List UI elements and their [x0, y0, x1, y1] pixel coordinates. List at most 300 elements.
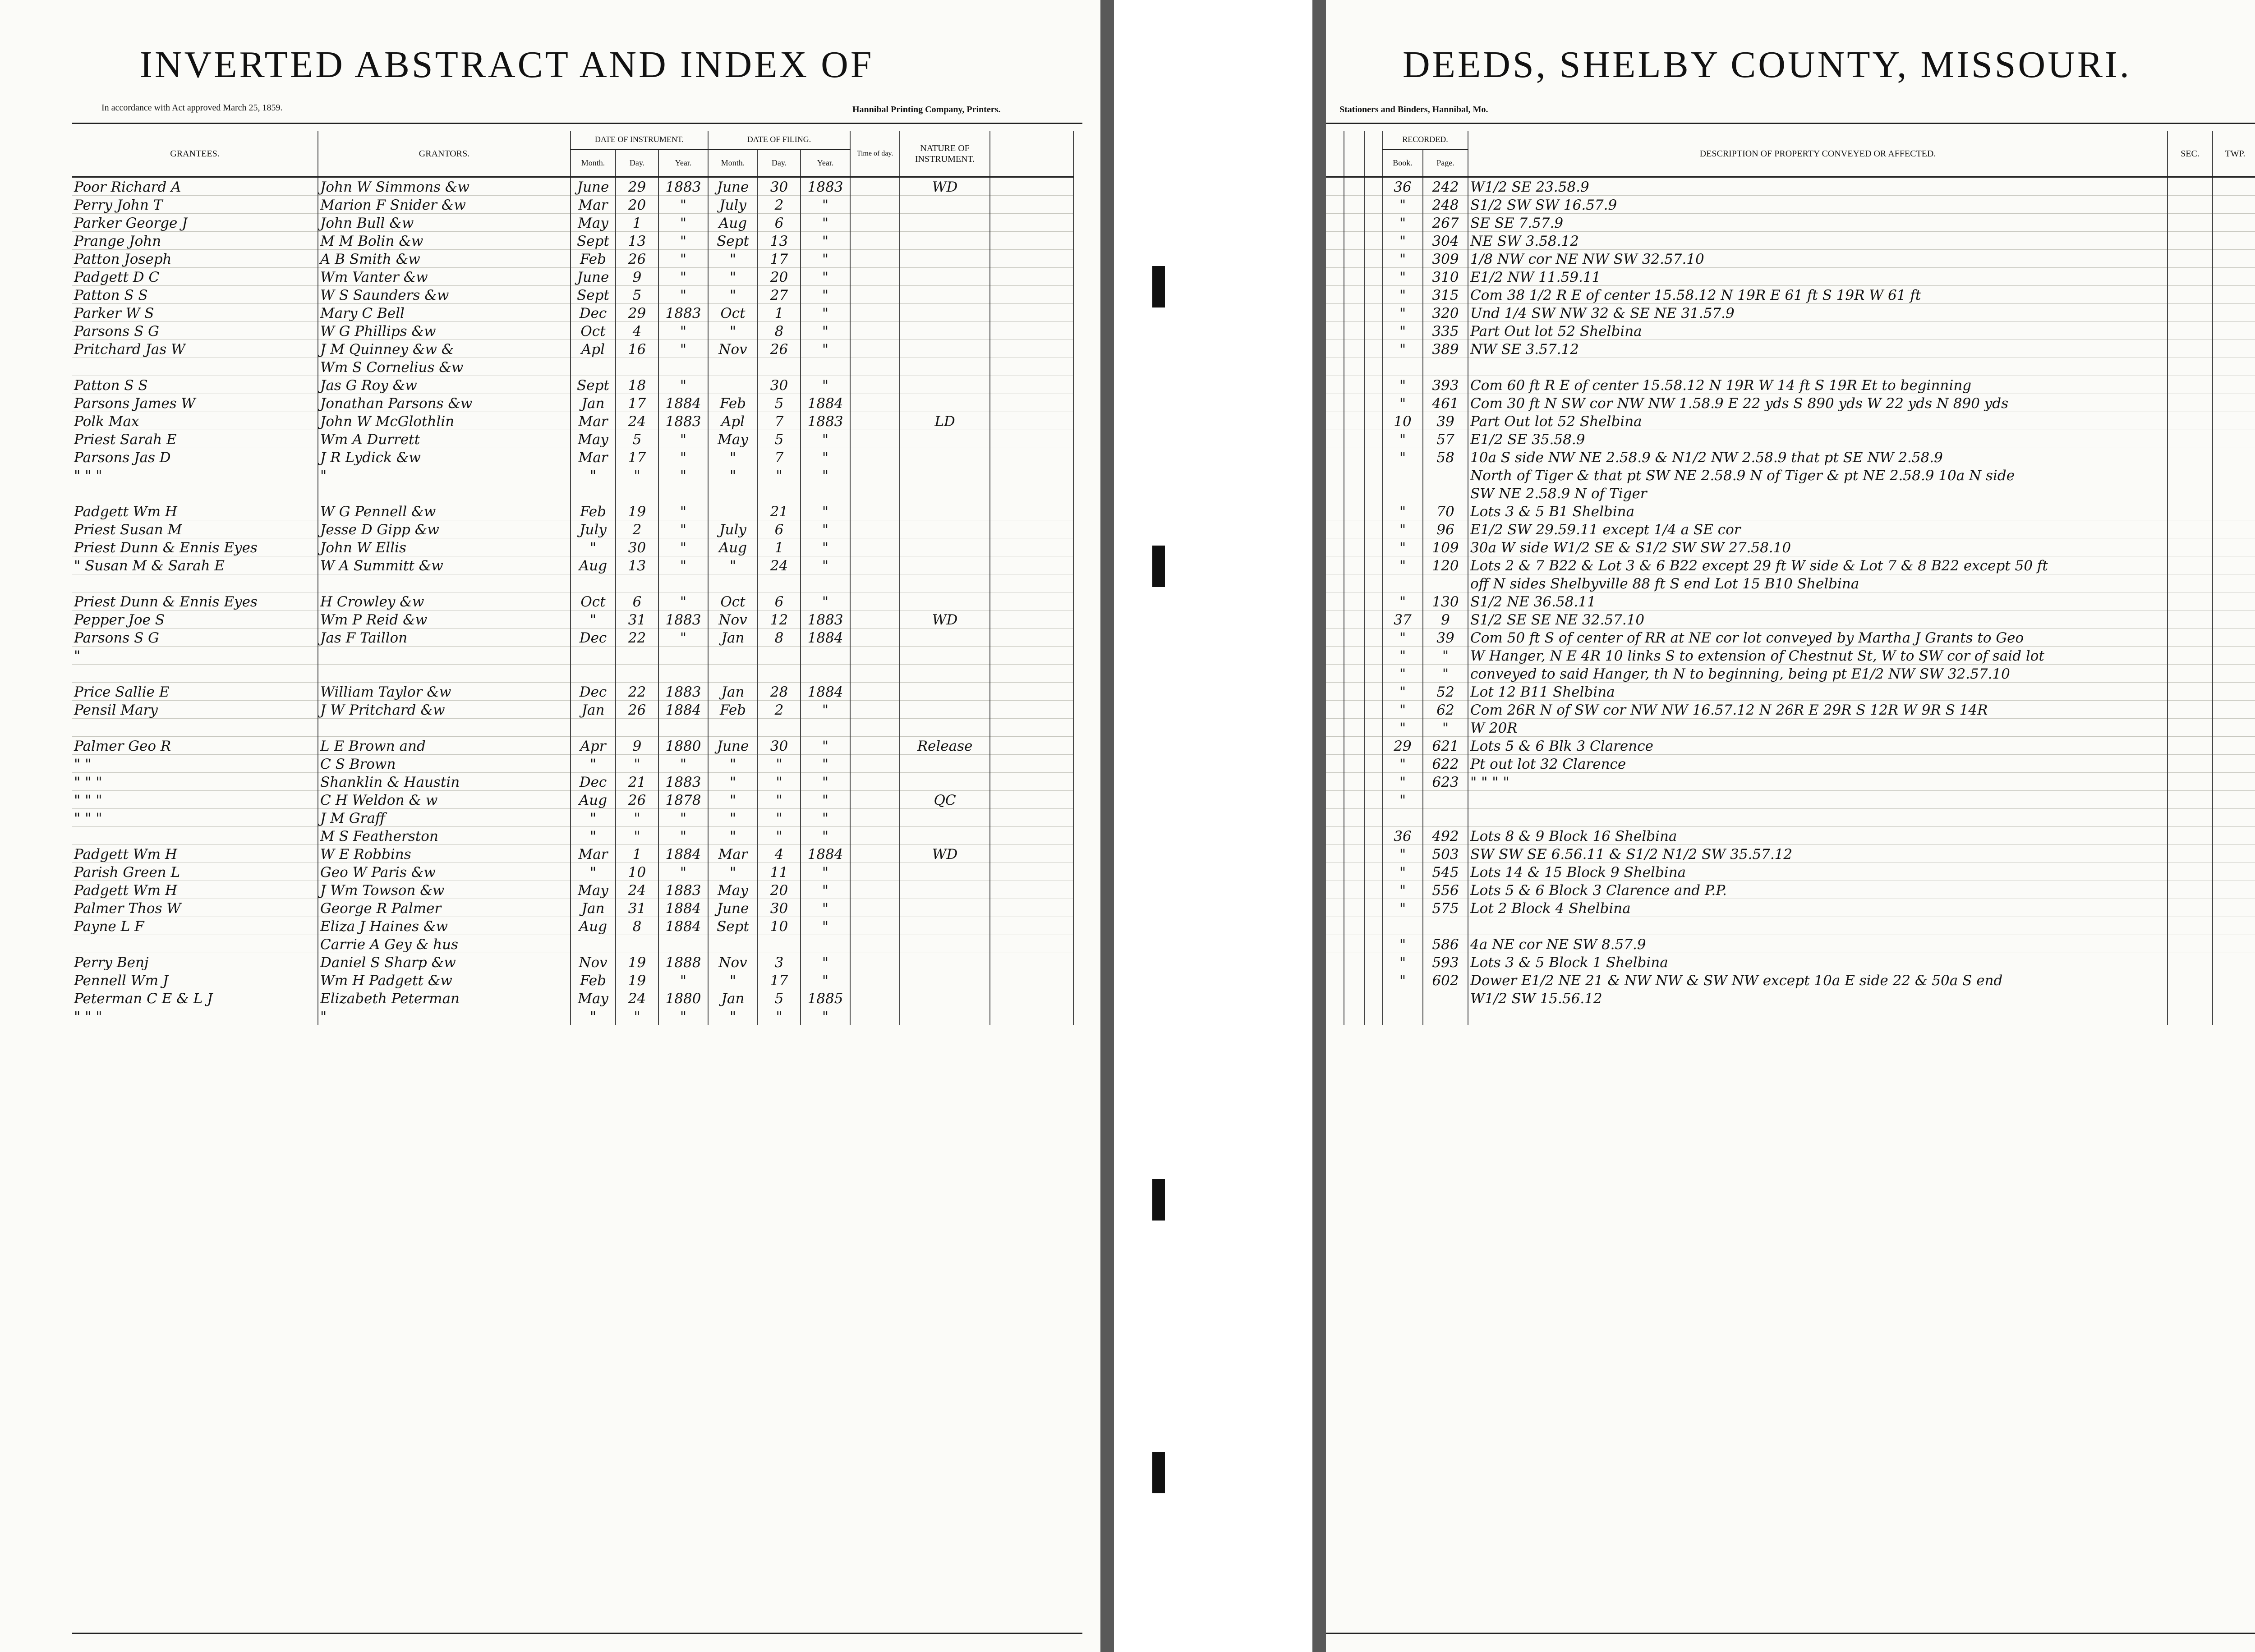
time-of-day-cell [850, 574, 900, 592]
inst-year-cell: " [658, 520, 708, 538]
filing-day-cell [758, 358, 801, 376]
nature-cell [900, 286, 990, 304]
filing-month-cell: " [708, 809, 758, 827]
nature-cell [900, 340, 990, 358]
twp-cell [2213, 196, 2255, 214]
blank-cell [1326, 250, 1344, 268]
time-of-day-cell [850, 340, 900, 358]
page-cell: " [1423, 665, 1468, 683]
grantor-cell: John W Ellis [318, 538, 571, 556]
table-row [72, 177, 1073, 196]
filing-year-cell: " [801, 917, 850, 935]
grantor-cell: J Wm Towson &w [318, 881, 571, 899]
time-of-day-cell [850, 845, 900, 863]
grantor-cell: John W McGlothlin [318, 412, 571, 430]
page-cell: 622 [1423, 755, 1468, 773]
description-cell: Lot 2 Block 4 Shelbina [1468, 899, 2168, 917]
page-cell: 389 [1423, 340, 1468, 358]
grantor-cell: Carrie A Gey & hus [318, 935, 571, 953]
grantee-cell: Payne L F [72, 917, 318, 935]
blank-cell [1364, 322, 1382, 340]
filing-year-cell: " [801, 250, 850, 268]
table-row [1326, 538, 2255, 556]
blank-cell [990, 610, 1073, 629]
nature-cell [900, 250, 990, 268]
time-of-day-cell [850, 322, 900, 340]
grantor-cell: W E Robbins [318, 845, 571, 863]
book-cell: " [1382, 592, 1423, 610]
twp-cell [2213, 250, 2255, 268]
grantor-cell: William Taylor &w [318, 683, 571, 701]
table-row [1326, 773, 2255, 791]
page-cell [1423, 466, 1468, 484]
filing-month-cell [708, 935, 758, 953]
time-of-day-cell [850, 232, 900, 250]
sec-cell [2168, 286, 2213, 304]
blank-cell [1344, 665, 1364, 683]
blank-cell [1364, 917, 1382, 935]
filing-day-cell: 12 [758, 610, 801, 629]
inst-month-cell: Apr [571, 737, 616, 755]
grantee-cell: Polk Max [72, 412, 318, 430]
left-page-title: INVERTED ABSTRACT AND INDEX OF [140, 44, 874, 86]
filing-month-cell: July [708, 520, 758, 538]
nature-cell [900, 971, 990, 989]
blank-cell [990, 538, 1073, 556]
nature-cell [900, 773, 990, 791]
inst-day-cell: " [616, 1007, 658, 1025]
blank-cell [990, 683, 1073, 701]
table-row [72, 232, 1073, 250]
time-of-day-cell [850, 502, 900, 520]
table-row [1326, 881, 2255, 899]
description-cell: Lots 3 & 5 Block 1 Shelbina [1468, 953, 2168, 971]
blank-cell [990, 592, 1073, 610]
blank-cell [1344, 989, 1364, 1007]
inst-month-cell: June [571, 268, 616, 286]
inst-year-cell: " [658, 629, 708, 647]
sec-cell [2168, 466, 2213, 484]
inst-year-cell: " [658, 286, 708, 304]
time-of-day-cell [850, 214, 900, 232]
nature-cell [900, 448, 990, 466]
grantee-cell [72, 935, 318, 953]
grantor-cell: Jonathan Parsons &w [318, 394, 571, 412]
filing-day-cell: 10 [758, 917, 801, 935]
inst-year-cell: " [658, 502, 708, 520]
twp-cell [2213, 484, 2255, 502]
filing-year-cell: " [801, 899, 850, 917]
sec-cell [2168, 592, 2213, 610]
page-cell: 39 [1423, 629, 1468, 647]
nature-cell: WD [900, 845, 990, 863]
filing-day-cell: 8 [758, 322, 801, 340]
sec-cell [2168, 268, 2213, 286]
inst-day-cell: 17 [616, 448, 658, 466]
description-cell: 10a S side NW NE 2.58.9 & N1/2 NW 2.58.9 that pt SE NW 2.58.9 [1468, 448, 2168, 466]
blank-cell [1326, 953, 1344, 971]
table-row [72, 773, 1073, 791]
filing-year-cell: " [801, 863, 850, 881]
grantee-cell: " [72, 647, 318, 665]
blank-cell [1326, 520, 1344, 538]
filing-day-cell: 8 [758, 629, 801, 647]
table-row [1326, 340, 2255, 358]
blank-cell [1326, 394, 1344, 412]
sec-cell [2168, 358, 2213, 376]
table-row [1326, 665, 2255, 683]
grantor-cell: Jas F Taillon [318, 629, 571, 647]
nature-cell: QC [900, 791, 990, 809]
time-of-day-cell [850, 791, 900, 809]
twp-cell [2213, 502, 2255, 520]
inst-month-cell: Apl [571, 340, 616, 358]
description-cell: North of Tiger & that pt SW NE 2.58.9 N of Tiger & pt NE 2.58.9 10a N side [1468, 466, 2168, 484]
blank-cell [990, 430, 1073, 448]
table-row [1326, 358, 2255, 376]
book-cell: " [1382, 845, 1423, 863]
inst-day-cell: 24 [616, 989, 658, 1007]
grantee-cell: Poor Richard A [72, 177, 318, 196]
blank-cell [990, 556, 1073, 574]
right-page-title: DEEDS, SHELBY COUNTY, MISSOURI. [1403, 44, 2131, 86]
blank-cell [1364, 899, 1382, 917]
col-filing-month: Month. [708, 150, 758, 177]
table-row [72, 574, 1073, 592]
inst-day-cell: 2 [616, 520, 658, 538]
twp-cell [2213, 376, 2255, 394]
grantee-cell [72, 574, 318, 592]
blank-cell [990, 448, 1073, 466]
inst-year-cell: 1883 [658, 304, 708, 322]
blank-cell [1326, 538, 1344, 556]
inst-day-cell: " [616, 755, 658, 773]
inst-month-cell: July [571, 520, 616, 538]
grantee-cell: Parsons S G [72, 322, 318, 340]
blank-cell [990, 845, 1073, 863]
filing-day-cell: " [758, 791, 801, 809]
blank-cell [990, 412, 1073, 430]
sec-cell [2168, 1007, 2213, 1025]
book-cell [1382, 809, 1423, 827]
filing-day-cell: " [758, 466, 801, 484]
filing-day-cell: 4 [758, 845, 801, 863]
grantor-cell: C S Brown [318, 755, 571, 773]
inst-day-cell: " [616, 466, 658, 484]
nature-cell [900, 917, 990, 935]
nature-cell [900, 683, 990, 701]
blank-cell [1344, 214, 1364, 232]
nature-cell [900, 701, 990, 719]
description-cell: " " " " [1468, 773, 2168, 791]
blank-cell [1344, 629, 1364, 647]
twp-cell [2213, 701, 2255, 719]
table-row [1326, 376, 2255, 394]
inst-year-cell: 1884 [658, 394, 708, 412]
time-of-day-cell [850, 286, 900, 304]
grantor-cell: Wm P Reid &w [318, 610, 571, 629]
inst-year-cell [658, 484, 708, 502]
filing-year-cell: " [801, 340, 850, 358]
filing-day-cell: 6 [758, 520, 801, 538]
grantee-cell: Palmer Geo R [72, 737, 318, 755]
blank-cell [1344, 430, 1364, 448]
nature-cell [900, 502, 990, 520]
blank-cell [1326, 863, 1344, 881]
blank-cell [1364, 358, 1382, 376]
nature-cell [900, 647, 990, 665]
filing-year-cell [801, 358, 850, 376]
inst-month-cell: " [571, 538, 616, 556]
right-page-edge [1312, 0, 1326, 1652]
table-row [1326, 917, 2255, 935]
twp-cell [2213, 719, 2255, 737]
grantee-cell: Padgett D C [72, 268, 318, 286]
page-cell: 120 [1423, 556, 1468, 574]
left-header-rule [72, 123, 1082, 124]
page-cell: 52 [1423, 683, 1468, 701]
table-row [1326, 592, 2255, 610]
inst-month-cell: Aug [571, 556, 616, 574]
table-row [1326, 556, 2255, 574]
blank-cell [990, 773, 1073, 791]
filing-month-cell: Nov [708, 610, 758, 629]
table-row [72, 538, 1073, 556]
blank-cell [1364, 863, 1382, 881]
table-row [1326, 448, 2255, 466]
sec-cell [2168, 827, 2213, 845]
book-cell: " [1382, 647, 1423, 665]
time-of-day-cell [850, 809, 900, 827]
book-cell [1382, 358, 1423, 376]
grantor-cell: C H Weldon & w [318, 791, 571, 809]
description-cell: Com 26R N of SW cor NW NW 16.57.12 N 26R E 29R S 12R W 9R S 14R [1468, 701, 2168, 719]
inst-year-cell [658, 358, 708, 376]
table-row [1326, 430, 2255, 448]
grantor-cell: A B Smith &w [318, 250, 571, 268]
grantor-cell: Wm S Cornelius &w [318, 358, 571, 376]
grantor-cell: Marion F Snider &w [318, 196, 571, 214]
twp-cell [2213, 917, 2255, 935]
nature-cell [900, 394, 990, 412]
sec-cell [2168, 250, 2213, 268]
book-cell: " [1382, 701, 1423, 719]
inst-year-cell: 1883 [658, 773, 708, 791]
time-of-day-cell [850, 989, 900, 1007]
grantor-cell: J M Graff [318, 809, 571, 827]
blank-cell [990, 196, 1073, 214]
description-cell: Lot 12 B11 Shelbina [1468, 683, 2168, 701]
nature-cell [900, 322, 990, 340]
inst-year-cell: " [658, 250, 708, 268]
blank-cell [1364, 953, 1382, 971]
grantee-cell [72, 665, 318, 683]
filing-month-cell: " [708, 971, 758, 989]
page-cell [1423, 989, 1468, 1007]
table-row [72, 268, 1073, 286]
page-cell: " [1423, 647, 1468, 665]
book-cell: 36 [1382, 827, 1423, 845]
property-description-table [1326, 131, 2255, 1025]
page-cell: 62 [1423, 701, 1468, 719]
nature-cell [900, 592, 990, 610]
blank-cell [1326, 232, 1344, 250]
col-recorded: RECORDED. [1382, 131, 1468, 150]
inst-day-cell: 16 [616, 340, 658, 358]
filing-year-cell: " [801, 953, 850, 971]
book-cell [1382, 1007, 1423, 1025]
filing-month-cell: " [708, 863, 758, 881]
table-row [1326, 935, 2255, 953]
page-cell: 130 [1423, 592, 1468, 610]
table-row [72, 214, 1073, 232]
filing-day-cell [758, 484, 801, 502]
inst-month-cell: Sept [571, 376, 616, 394]
filing-month-cell: " [708, 1007, 758, 1025]
filing-month-cell: " [708, 448, 758, 466]
blank-cell [1364, 520, 1382, 538]
inst-day-cell: 26 [616, 701, 658, 719]
blank-cell [1344, 520, 1364, 538]
filing-month-cell [708, 574, 758, 592]
description-cell: off N sides Shelbyville 88 ft S end Lot 15 B10 Shelbina [1468, 574, 2168, 592]
table-row [72, 827, 1073, 845]
inst-day-cell: 19 [616, 502, 658, 520]
inst-month-cell: Mar [571, 845, 616, 863]
inst-month-cell: " [571, 827, 616, 845]
inst-month-cell: Aug [571, 917, 616, 935]
filing-month-cell: July [708, 196, 758, 214]
description-cell: SE SE 7.57.9 [1468, 214, 2168, 232]
filing-year-cell: 1885 [801, 989, 850, 1007]
inst-day-cell [616, 358, 658, 376]
blank-cell [1364, 773, 1382, 791]
filing-year-cell [801, 665, 850, 683]
inst-month-cell: " [571, 1007, 616, 1025]
filing-month-cell [708, 376, 758, 394]
description-cell: W1/2 SW 15.56.12 [1468, 989, 2168, 1007]
filing-day-cell: 2 [758, 196, 801, 214]
table-row [72, 358, 1073, 376]
inst-year-cell: " [658, 214, 708, 232]
blank-cell [1364, 556, 1382, 574]
twp-cell [2213, 592, 2255, 610]
blank-cell [1344, 845, 1364, 863]
table-row [72, 755, 1073, 773]
grantor-cell: J R Lydick &w [318, 448, 571, 466]
blank-cell [1364, 719, 1382, 737]
blank-cell [1364, 683, 1382, 701]
blank-cell [1344, 701, 1364, 719]
inst-month-cell: May [571, 430, 616, 448]
blank-cell [1364, 286, 1382, 304]
table-row [1326, 250, 2255, 268]
table-row [72, 592, 1073, 610]
nature-cell [900, 629, 990, 647]
table-row [72, 250, 1073, 268]
twp-cell [2213, 629, 2255, 647]
sec-cell [2168, 232, 2213, 250]
twp-cell [2213, 520, 2255, 538]
table-row [1326, 719, 2255, 737]
inst-month-cell [571, 719, 616, 737]
inst-month-cell: June [571, 177, 616, 196]
filing-month-cell: Nov [708, 953, 758, 971]
sec-cell [2168, 412, 2213, 430]
blank-cell [1326, 177, 1344, 196]
blank-cell [1326, 304, 1344, 322]
grantor-cell [318, 484, 571, 502]
inst-day-cell [616, 719, 658, 737]
twp-cell [2213, 755, 2255, 773]
table-row [72, 665, 1073, 683]
inst-year-cell: " [658, 538, 708, 556]
time-of-day-cell [850, 683, 900, 701]
inst-month-cell: Mar [571, 412, 616, 430]
filing-year-cell: " [801, 502, 850, 520]
blank-cell [1326, 322, 1344, 340]
table-row [72, 304, 1073, 322]
table-row [1326, 574, 2255, 592]
filing-year-cell: " [801, 430, 850, 448]
blank-cell [1344, 376, 1364, 394]
grantor-cell: Eliza J Haines &w [318, 917, 571, 935]
inst-day-cell: " [616, 827, 658, 845]
nature-cell [900, 538, 990, 556]
binding-tab [1152, 1179, 1165, 1221]
sec-cell [2168, 809, 2213, 827]
filing-day-cell: 2 [758, 701, 801, 719]
table-row [1326, 484, 2255, 502]
filing-year-cell: " [801, 322, 850, 340]
blank-cell [990, 791, 1073, 809]
blank-cell [1326, 791, 1344, 809]
grantee-cell: Price Sallie E [72, 683, 318, 701]
twp-cell [2213, 737, 2255, 755]
grantor-cell: H Crowley &w [318, 592, 571, 610]
grantee-cell: Padgett Wm H [72, 502, 318, 520]
time-of-day-cell [850, 376, 900, 394]
sec-cell [2168, 376, 2213, 394]
inst-day-cell: 30 [616, 538, 658, 556]
blank-cell [990, 917, 1073, 935]
sec-cell [2168, 989, 2213, 1007]
grantee-cell: Priest Dunn & Ennis Eyes [72, 538, 318, 556]
book-cell: " [1382, 430, 1423, 448]
right-header-rule [1326, 123, 2255, 124]
grantor-cell: Wm A Durrett [318, 430, 571, 448]
time-of-day-cell [850, 448, 900, 466]
inst-day-cell: 19 [616, 953, 658, 971]
sec-cell [2168, 610, 2213, 629]
grantee-cell: Priest Dunn & Ennis Eyes [72, 592, 318, 610]
filing-day-cell: 11 [758, 863, 801, 881]
sec-cell [2168, 340, 2213, 358]
inst-month-cell: " [571, 863, 616, 881]
table-row [1326, 971, 2255, 989]
col-description: DESCRIPTION OF PROPERTY CONVEYED OR AFFECTED. [1468, 131, 2168, 177]
col-nature-of-instrument: NATURE OF INSTRUMENT. [900, 131, 990, 177]
inst-month-cell: Aug [571, 791, 616, 809]
sec-cell [2168, 214, 2213, 232]
blank-cell [990, 286, 1073, 304]
table-row [72, 791, 1073, 809]
twp-cell [2213, 214, 2255, 232]
inst-day-cell: 1 [616, 214, 658, 232]
time-of-day-cell [850, 917, 900, 935]
filing-month-cell: " [708, 755, 758, 773]
description-cell: SW NE 2.58.9 N of Tiger [1468, 484, 2168, 502]
